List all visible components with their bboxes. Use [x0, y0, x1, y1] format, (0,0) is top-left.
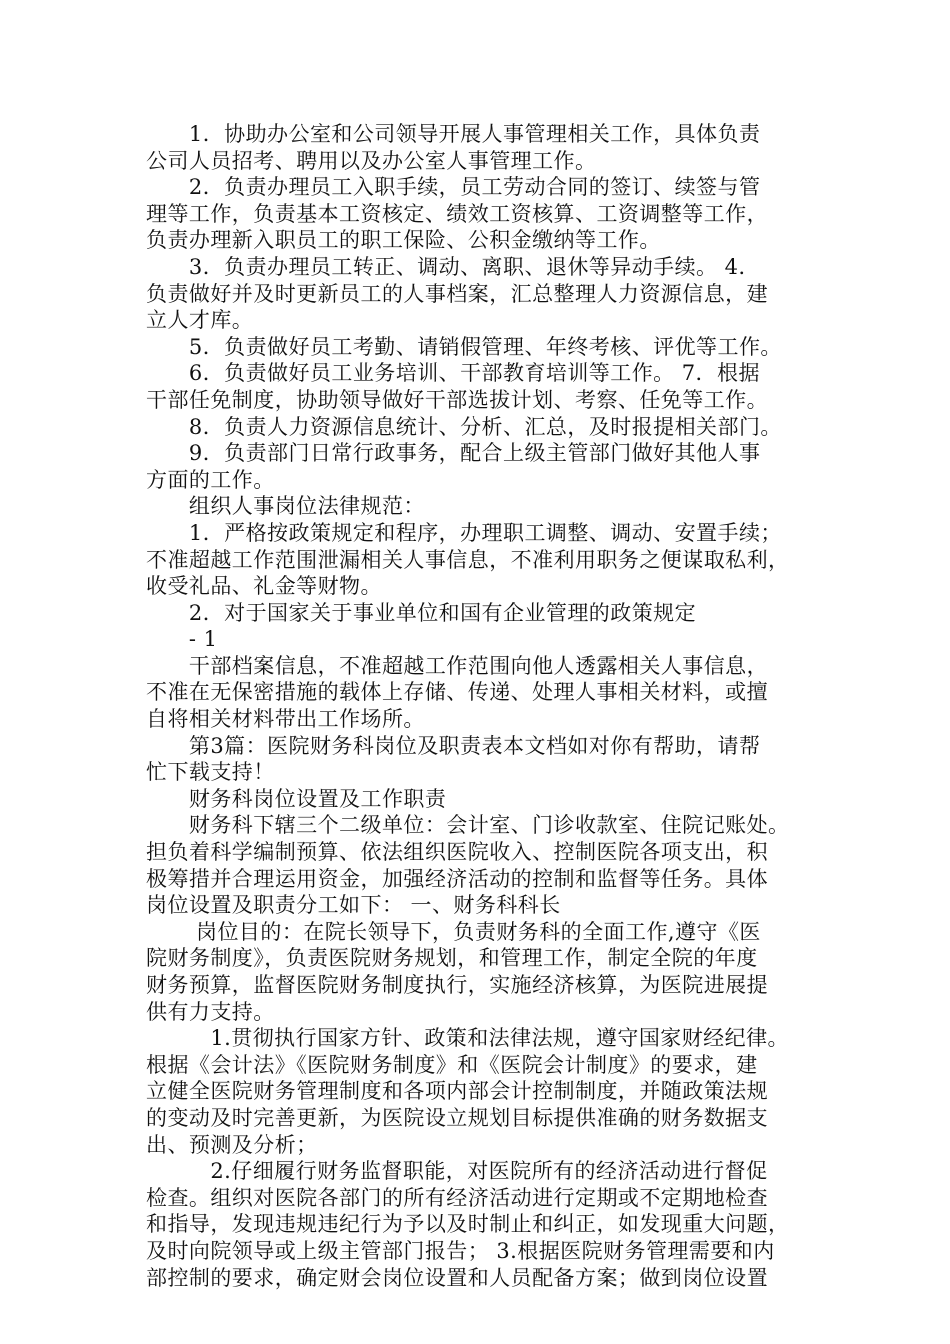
text-line: 忙下载支持！	[146, 760, 275, 785]
text-line: 干部任免制度，协助领导做好干部选拔计划、考察、任免等工作。	[146, 387, 769, 412]
text-line: 不准超越工作范围泄漏相关人事信息，不准利用职务之便谋取私利，	[146, 547, 790, 572]
text-line: 方面的工作。	[146, 467, 275, 492]
text-line: 第3篇：医院财务科岗位及职责表本文档如对你有帮助，请帮	[146, 733, 761, 758]
text-line: 理等工作，负责基本工资核定、绩效工资核算、工资调整等工作，	[146, 201, 769, 226]
text-line: 2.仔细履行财务监督职能，对医院所有的经济活动进行督促	[146, 1159, 768, 1184]
text-line: 自将相关材料带出工作场所。	[146, 707, 425, 732]
text-line: 9．负责部门日常行政事务，配合上级主管部门做好其他人事	[146, 441, 761, 466]
text-line: 极筹措并合理运用资金，加强经济活动的控制和监督等任务。具体	[146, 866, 769, 891]
text-line: 1.贯彻执行国家方针、政策和法律法规，遵守国家财经纪律。	[146, 1026, 789, 1051]
text-line: 8．负责人力资源信息统计、分析、汇总，及时报提相关部门。	[146, 414, 782, 439]
text-line: 岗位目的：在院长领导下，负责财务科的全面工作,遵守《医	[146, 919, 761, 944]
text-line: 检查。组织对医院各部门的所有经济活动进行定期或不定期地检查	[146, 1185, 769, 1210]
text-line: 的变动及时完善更新，为医院设立规划目标提供准确的财务数据支	[146, 1105, 769, 1130]
text-line: 财务预算，监督医院财务制度执行，实施经济核算，为医院进展提	[146, 973, 769, 997]
text-line: 岗位设置及职责分工如下： 一、财务科科长	[146, 893, 561, 918]
text-line: 立人才库。	[146, 308, 254, 333]
text-line: 根据《会计法》《医院财务制度》和《医院会计制度》的要求，建	[146, 1052, 758, 1077]
text-line: 6．负责做好员工业务培训、干部教育培训等工作。 7．根据	[146, 361, 760, 386]
text-line: 院财务制度》，负责医院财务规划，和管理工作，制定全院的年度	[146, 946, 758, 971]
text-line: 1．协助办公室和公司领导开展人事管理相关工作，具体负责	[146, 122, 761, 146]
text-line: 及时向院领导或上级主管部门报告； 3.根据医院财务管理需要和内	[146, 1238, 775, 1263]
text-line: 2．负责办理员工入职手续，员工劳动合同的签订、续签与管	[146, 175, 761, 200]
text-line: 公司人员招考、聘用以及办公室人事管理工作。	[146, 148, 597, 173]
text-line: 财务科下辖三个二级单位：会计室、门诊收款室、住院记账处。	[146, 813, 790, 838]
text-line: - 1	[146, 627, 218, 652]
text-line: 5．负责做好员工考勤、请销假管理、年终考核、评优等工作。	[146, 334, 782, 359]
text-line: 2．对于国家关于事业单位和国有企业管理的政策规定	[146, 600, 697, 625]
document-body	[146, 121, 834, 1291]
text-line: 组织人事岗位法律规范：	[146, 494, 425, 519]
text-line: 部控制的要求，确定财会岗位设置和人员配备方案；做到岗位设置	[146, 1265, 769, 1290]
text-line: 负责做好并及时更新员工的人事档案，汇总整理人力资源信息，建	[146, 281, 769, 306]
text-line: 干部档案信息，不准超越工作范围向他人透露相关人事信息，	[146, 653, 769, 678]
text-line: 担负着科学编制预算、依法组织医院收入、控制医院各项支出，积	[146, 840, 769, 865]
text-line: 1．严格按政策规定和程序，办理职工调整、调动、安置手续；	[146, 520, 782, 545]
text-line: 供有力支持。	[146, 999, 275, 1024]
text-line: 收受礼品、礼金等财物。	[146, 574, 382, 599]
text-line: 财务科岗位设置及工作职责	[146, 786, 447, 811]
text-line: 和指导，发现违规违纪行为予以及时制止和纠正，如发现重大问题，	[146, 1212, 790, 1237]
text-line: 负责办理新入职员工的职工保险、公积金缴纳等工作。	[146, 228, 661, 253]
text-line: 不准在无保密措施的载体上存储、传递、处理人事相关材料，或擅	[146, 680, 769, 705]
text-line: 立健全医院财务管理制度和各项内部会计控制制度，并随政策法规	[146, 1079, 769, 1104]
text-line: 出、预测及分析；	[146, 1132, 318, 1157]
text-line: 3．负责办理员工转正、调动、离职、退休等异动手续。 4．	[146, 254, 760, 279]
